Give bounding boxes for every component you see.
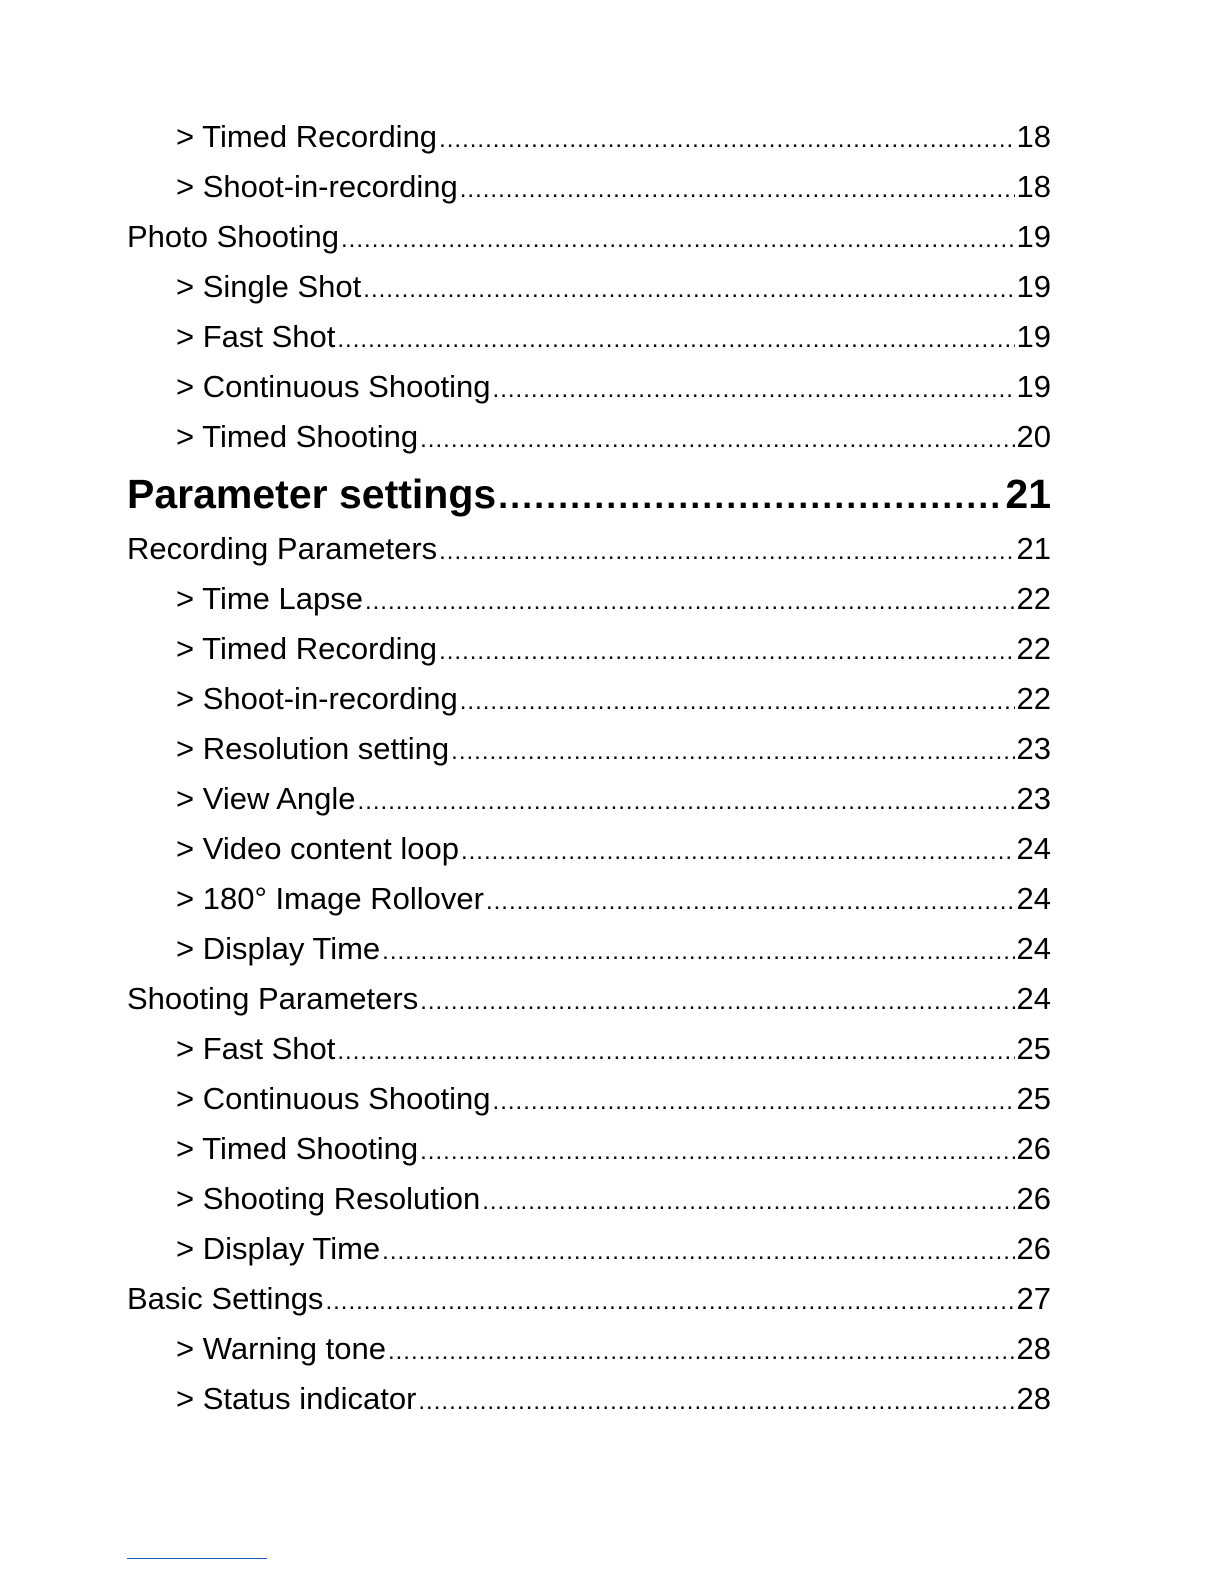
toc-entry-page: 24 — [1016, 981, 1051, 1016]
dot-leader — [420, 415, 1014, 462]
dot-leader — [337, 315, 1014, 362]
dot-leader — [420, 1127, 1014, 1174]
toc-entry-label: > Fast Shot — [176, 319, 336, 354]
dot-leader — [498, 466, 1003, 524]
dot-leader — [365, 577, 1015, 624]
toc-entry[interactable] — [127, 674, 1051, 724]
toc-entry-page: 26 — [1016, 1231, 1051, 1266]
table-of-contents — [127, 112, 1051, 1424]
toc-entry-label: > Timed Recording — [176, 119, 438, 154]
toc-entry[interactable] — [127, 1274, 1051, 1324]
footnote-divider — [127, 1558, 267, 1559]
toc-entry-page: 23 — [1016, 731, 1051, 766]
toc-entry-label: > Status indicator — [176, 1381, 417, 1416]
dot-leader — [461, 827, 1015, 874]
toc-entry-label: > Shoot-in-recording — [176, 681, 458, 716]
toc-entry-page: 24 — [1016, 831, 1051, 866]
toc-entry-label: > Warning tone — [176, 1331, 386, 1366]
toc-entry-label: Parameter settings — [127, 471, 497, 517]
toc-entry-page: 28 — [1016, 1331, 1051, 1366]
toc-entry[interactable] — [127, 262, 1051, 312]
dot-leader — [486, 877, 1015, 924]
toc-entry-page: 27 — [1016, 1281, 1051, 1316]
toc-entry[interactable] — [127, 362, 1051, 412]
toc-entry-label: > Time Lapse — [176, 581, 363, 616]
toc-entry-label: > Continuous Shooting — [176, 369, 491, 404]
toc-entry[interactable] — [127, 574, 1051, 624]
toc-entry-label: > Video content loop — [176, 831, 459, 866]
dot-leader — [451, 727, 1014, 774]
toc-entry-page: 26 — [1016, 1131, 1051, 1166]
dot-leader — [460, 165, 1015, 212]
dot-leader — [418, 1377, 1014, 1424]
toc-entry-label: > Timed Shooting — [176, 1131, 419, 1166]
dot-leader — [439, 115, 1014, 162]
toc-entry[interactable] — [127, 924, 1051, 974]
dot-leader — [388, 1327, 1015, 1374]
dot-leader — [382, 1227, 1014, 1274]
toc-entry-page: 22 — [1016, 681, 1051, 716]
toc-entry-page: 20 — [1016, 419, 1051, 454]
dot-leader — [460, 677, 1015, 724]
toc-entry[interactable] — [127, 1074, 1051, 1124]
toc-entry-label: > Single Shot — [176, 269, 362, 304]
toc-entry[interactable] — [127, 1024, 1051, 1074]
toc-entry-label: Photo Shooting — [127, 219, 340, 254]
toc-entry[interactable] — [127, 412, 1051, 462]
toc-entry[interactable] — [127, 1224, 1051, 1274]
toc-entry-page: 22 — [1016, 581, 1051, 616]
toc-entry-page: 21 — [1005, 471, 1051, 517]
toc-entry-label: Shooting Parameters — [127, 981, 419, 1016]
toc-entry-label: > Shoot-in-recording — [176, 169, 458, 204]
toc-entry-label: Basic Settings — [127, 1281, 324, 1316]
dot-leader — [439, 627, 1014, 674]
dot-leader — [341, 215, 1015, 262]
dot-leader — [325, 1277, 1014, 1324]
toc-entry-page: 24 — [1016, 881, 1051, 916]
toc-entry[interactable] — [127, 312, 1051, 362]
toc-entry[interactable] — [127, 774, 1051, 824]
toc-entry[interactable] — [127, 624, 1051, 674]
dot-leader — [482, 1177, 1014, 1224]
toc-entry-page: 19 — [1016, 319, 1051, 354]
dot-leader — [420, 977, 1014, 1024]
toc-entry-page: 24 — [1016, 931, 1051, 966]
toc-entry-label: > Continuous Shooting — [176, 1081, 491, 1116]
toc-entry[interactable] — [127, 1174, 1051, 1224]
toc-entry[interactable] — [127, 1324, 1051, 1374]
dot-leader — [493, 365, 1015, 412]
toc-entry-page: 23 — [1016, 781, 1051, 816]
toc-entry[interactable] — [127, 464, 1051, 524]
toc-entry-page: 19 — [1016, 269, 1051, 304]
toc-entry-page: 18 — [1016, 119, 1051, 154]
toc-entry[interactable] — [127, 1124, 1051, 1174]
toc-entry-page: 25 — [1016, 1031, 1051, 1066]
toc-entry-page: 18 — [1016, 169, 1051, 204]
toc-entry[interactable] — [127, 724, 1051, 774]
toc-entry[interactable] — [127, 112, 1051, 162]
dot-leader — [358, 777, 1015, 824]
toc-entry[interactable] — [127, 974, 1051, 1024]
toc-entry-page: 21 — [1016, 531, 1051, 566]
toc-entry[interactable] — [127, 1374, 1051, 1424]
toc-entry-label: > Timed Shooting — [176, 419, 419, 454]
dot-leader — [493, 1077, 1015, 1124]
toc-entry[interactable] — [127, 212, 1051, 262]
toc-entry-page: 19 — [1016, 219, 1051, 254]
dot-leader — [363, 265, 1014, 312]
toc-entry-label: > Display Time — [176, 1231, 381, 1266]
toc-entry[interactable] — [127, 824, 1051, 874]
toc-entry[interactable] — [127, 162, 1051, 212]
toc-entry-label: > Display Time — [176, 931, 381, 966]
toc-entry-label: > Resolution setting — [176, 731, 450, 766]
toc-entry-label: Recording Parameters — [127, 531, 438, 566]
toc-entry-page: 26 — [1016, 1181, 1051, 1216]
toc-entry-page: 25 — [1016, 1081, 1051, 1116]
toc-entry-label: > Timed Recording — [176, 631, 438, 666]
toc-entry-label: > Fast Shot — [176, 1031, 336, 1066]
toc-entry-page: 22 — [1016, 631, 1051, 666]
toc-entry-page: 19 — [1016, 369, 1051, 404]
toc-entry-label: > Shooting Resolution — [176, 1181, 481, 1216]
dot-leader — [337, 1027, 1014, 1074]
toc-entry[interactable] — [127, 524, 1051, 574]
toc-entry-label: > 180° Image Rollover — [176, 881, 484, 916]
toc-entry-label: > View Angle — [176, 781, 356, 816]
toc-entry-page: 28 — [1016, 1381, 1051, 1416]
dot-leader — [382, 927, 1014, 974]
toc-entry[interactable] — [127, 874, 1051, 924]
dot-leader — [439, 527, 1014, 574]
